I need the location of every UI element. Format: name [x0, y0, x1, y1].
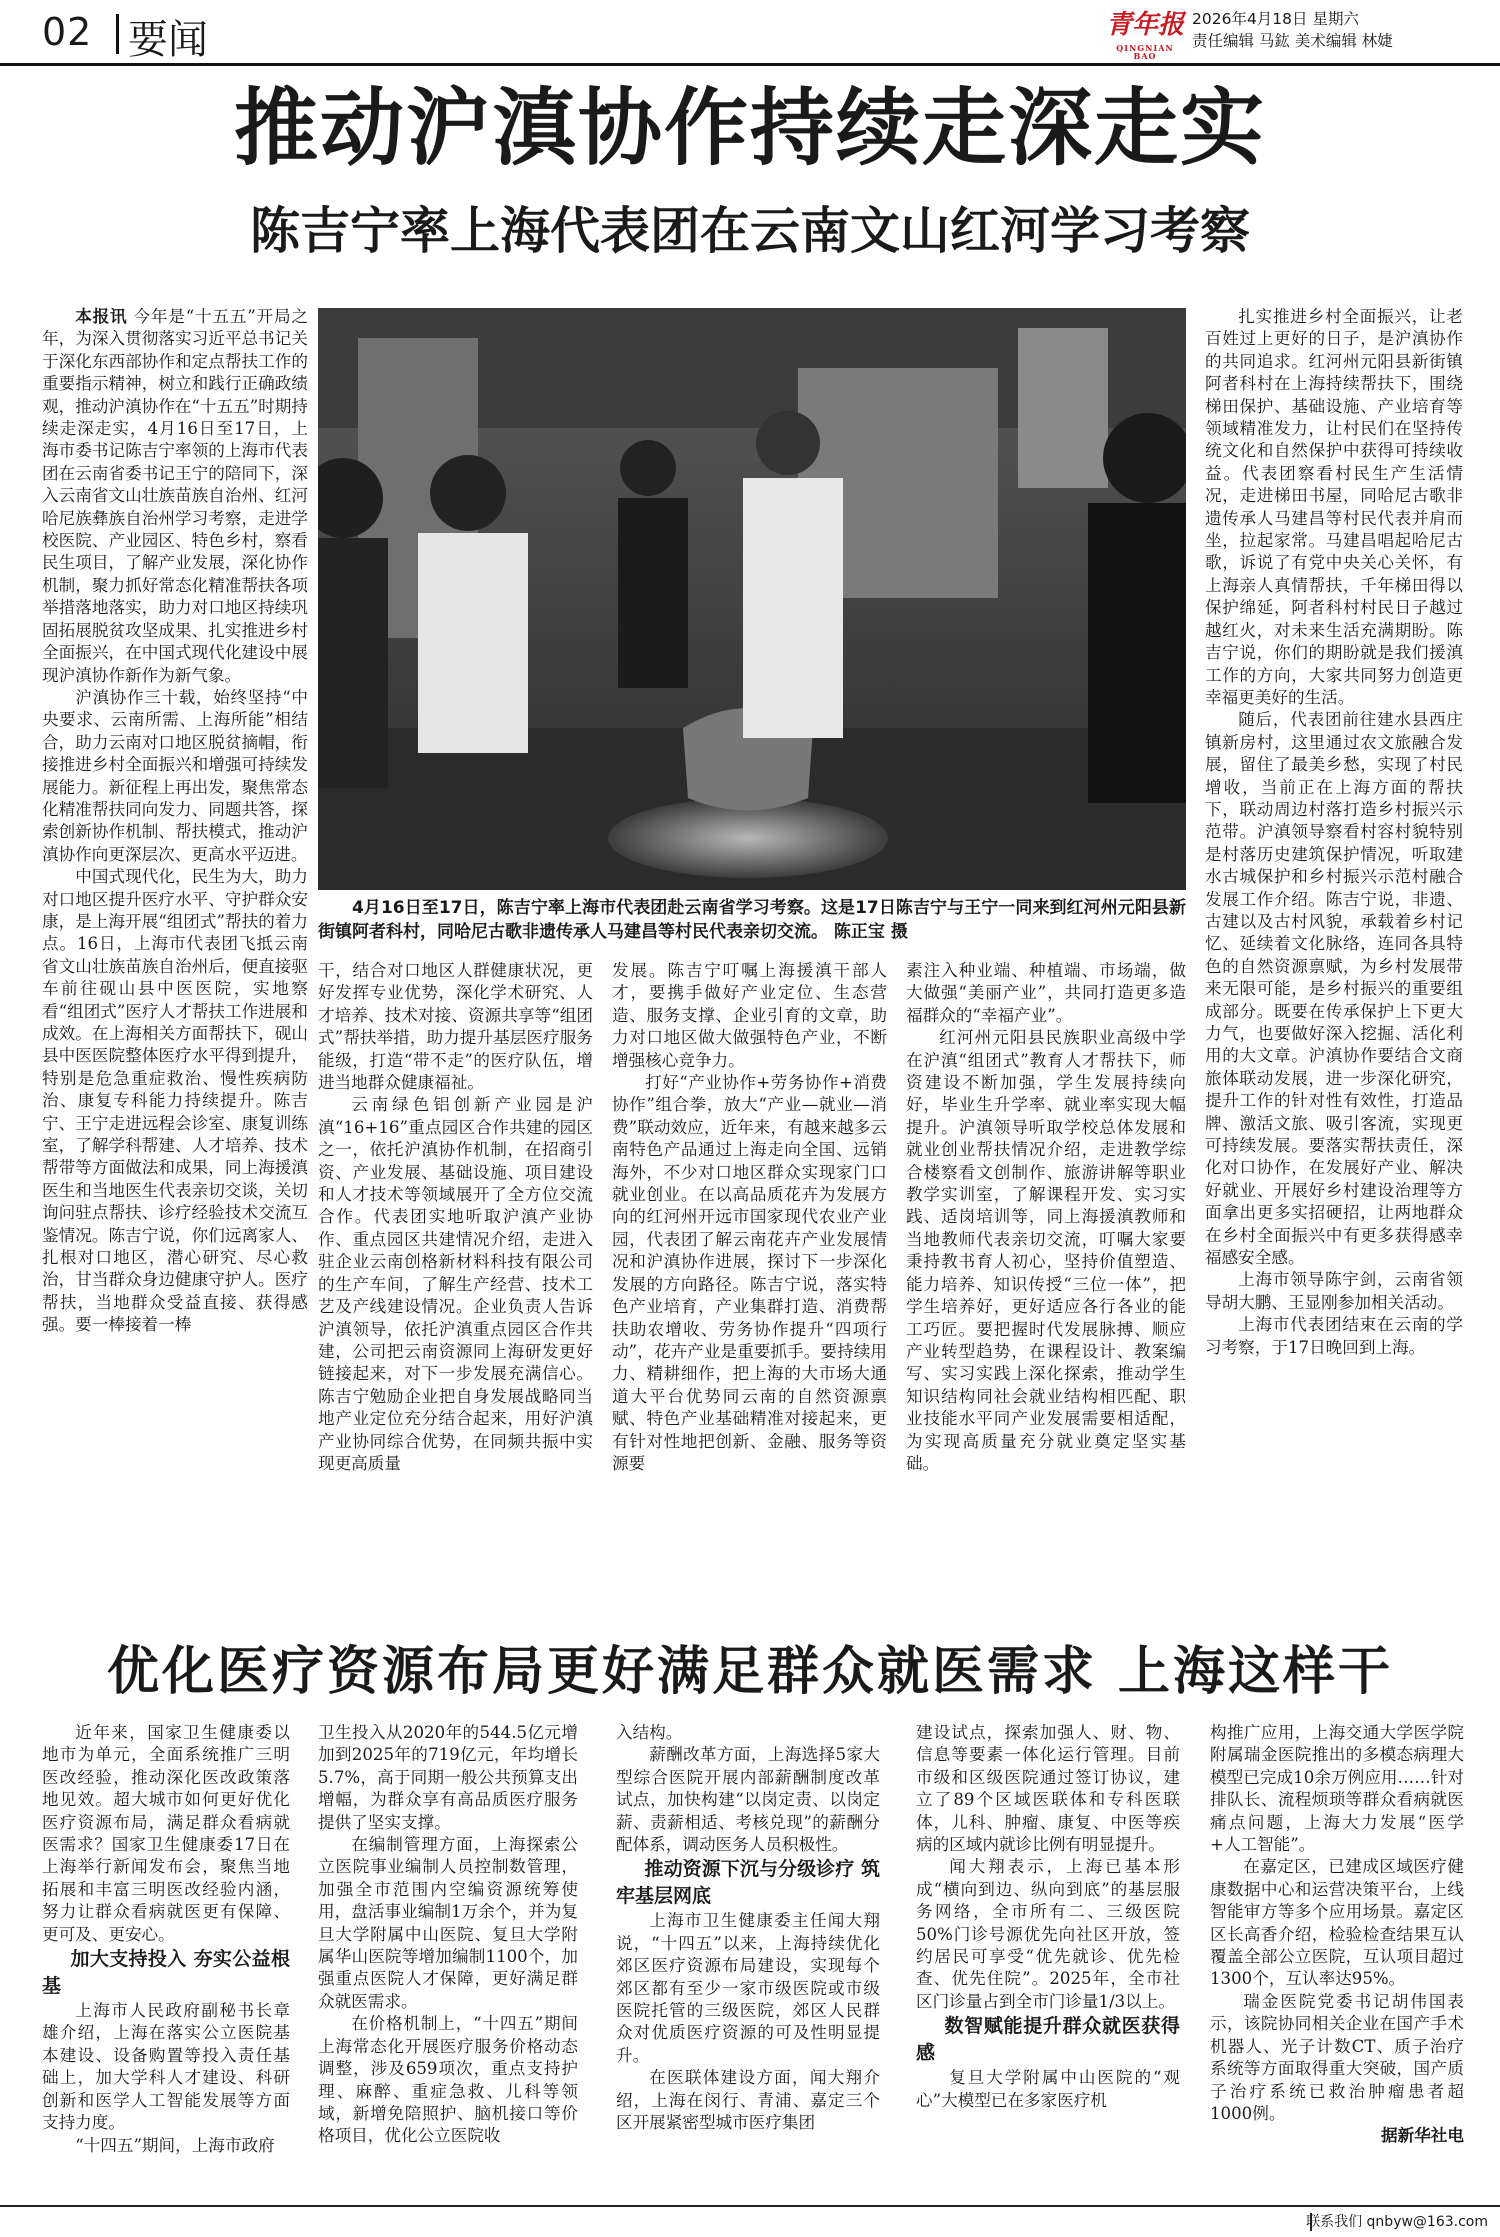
article2-col5: 构推广应用，上海交通大学医学院附属瑞金医院推出的多模态病理大模型已完成10余万例应用……针对排队长、流程烦琐等群众看病就医痛点问题，上海大力发展“医学+人工智能”。 在嘉定区，已建成区域医疗健康数据中心和运营决策平台，上线智能审方等多个应用场景。嘉定区区长高香介绍，检验检查结果互认覆盖全部公立医院，互认项目超过1300个，互认率达95%。 瑞金医院党委书记胡伟国表示，该院协同相关企业在国产手术机器人、光子计数CT、质子治疗系统等方面取得重大突破，国产质子治疗系统已救治肿瘤患者超1000例。 据新华社电: [1210, 1723, 1464, 2146]
subhead-digital: 数智赋能提升群众就医获得感: [916, 2015, 1180, 2065]
lead-tag: 本报讯: [75, 307, 128, 326]
article1-col2: 干，结合对口地区人群健康状况，更好发挥专业优势，深化学术研究、人才培养、技术对接、资源共享等“组团式”帮扶举措，助力提升基层医疗服务能级，打造“带不走”的医疗队伍，增进当地群众健康福祉。 云南绿色铝创新产业园是沪滇“16+16”重点园区合作共建的园区之一，依托沪滇协作机制，在招商引资、产业发展、基础设施、项目建设和人才技术等领域展开了全方位交流合作。代表团实地听取沪滇产业协作、重点园区共建情况介绍，走进入驻企业云南创格新材料科技有限公司的生产车间，了解生产经营、技术工艺及产线建设情况。企业负责人告诉沪滇领导，依托沪滇重点园区合作共建，公司把云南资源同上海研发更好链接起来，对下一步发展充满信心。陈吉宁勉励企业把自身发展战略同当地产业定位充分结合起来，用好沪滇产业协同综合优势，在同频共振中实现更高质量: [318, 961, 593, 1473]
article1-col1: 本报讯 今年是“十五五”开局之年，为深入贯彻落实习近平总书记关于深化东西部协作和定点帮扶工作的重要指示精神，树立和践行正确政绩观，推动沪滇协作在“十五五”时期持续走深走实，4月16日至17日，上海市委书记陈吉宁率领的上海市代表团在云南省委书记王宁的陪同下，深入云南省文山壮族苗族自治州、红河哈尼族彝族自治州学习考察，走进学校医院、产业园区、特色乡村，察看民生项目，了解产业发展，深化协作机制，聚力抓好常态化精准帮扶各项举措落地落实，助力对口地区持续巩固拓展脱贫攻坚成果、扎实推进乡村全面振兴，在中国式现代化建设中展现沪滇协作新作为新气象。 沪滇协作三十载，始终坚持“中央要求、云南所需、上海所能”相结合，助力云南对口地区脱贫摘帽，衔接推进乡村全面振兴和增强可持续发展能力。新征程上再出发，聚焦常态化精准帮扶同向发力、同题共答，探索创新协作机制、帮扶模式，推动沪滇协作向更深层次、更高水平迈进。 中国式现代化，民生为大，助力对口地区提升医疗水平、守护群众安康，是上海开展“组团式”帮扶的着力点。16日，上海市代表团飞抵云南省文山壮族苗族自治州后，便直接驱车前往砚山县中医医院，实地察看“组团式”医疗人才帮扶工作进展和成效。在上海相关方面帮扶下，砚山县中医医院整体医疗水平得到提升，特别是危急重症救治、慢性疾病防治、康复专科能力持续提升。陈吉宁、王宁走进远程会诊室、康复训练室，了解学科帮建、人才培养、技术帮带等方面做法和成果，同上海援滇医生和当地医生代表亲切交谈，关切询问驻点帮扶、诊疗经验技术交流互鉴情况。陈吉宁说，你们远离家人、扎根对口地区，潜心研究、尽心救治，甘当群众身边健康守护人。医疗帮扶，当地群众受益直接、获得感强。要一棒接着一棒: [42, 307, 308, 1335]
page-number: 02: [42, 10, 93, 54]
header-divider: [116, 14, 119, 54]
page-header: [0, 0, 1500, 66]
second-headline: 优化医疗资源布局更好满足群众就医需求 上海这样干: [106, 1642, 1394, 1702]
main-headline: 推动沪滇协作持续走深走实: [233, 79, 1266, 177]
editor-credits: 责任编辑 马鈜 美术编辑 林婕: [1192, 32, 1393, 50]
article2-col2: 卫生投入从2020年的544.5亿元增加到2025年的719亿元，年均增长5.7%，高于同期一般公共预算支出增幅，为群众享有高品质医疗服务提供了坚实支撑。 在编制管理方面，上海探索公立医院事业编制人员控制数管理，加强全市范围内空编资源统筹使用，盘活事业编制1万余个，并为复旦大学附属中山医院、复旦大学附属华山医院等增加编制1100个，加强重点医院人才保障，更好满足群众就医需求。 在价格机制上，“十四五”期间上海常态化开展医疗服务价格动态调整，涉及659项次，重点支持护理、麻醉、重症急救、儿科等领域，新增免陪照护、脑机接口等价格项目，优化公立医院收: [318, 1723, 578, 2146]
news-photo: [318, 308, 1186, 890]
photo-caption: 4月16日至17日，陈吉宁率上海市代表团赴云南省学习考察。这是17日陈吉宁与王宁一同来到红河州元阳县新街镇阿者科村，同哈尼古歌非遗传承人马建昌等村民代表亲切交流。 陈正宝 摄: [318, 898, 1186, 942]
subhead-investment: 加大支持投入 夯实公益根基: [42, 1948, 290, 1998]
article1-col5: 扎实推进乡村全面振兴，让老百姓过上更好的日子，是沪滇协作的共同追求。红河州元阳县新街镇阿者科村在上海持续帮扶下，围绕梯田保护、基础设施、产业培育等领域精准发力，让村民们在坚持传统文化和自然保护中获得可持续收益。代表团察看村民生产生活情况，走进梯田书屋，同哈尼古歌非遗传承人马建昌等村民代表并肩而坐，拉起家常。马建昌唱起哈尼古歌，诉说了有党中央关心关怀，有上海亲人真情帮扶，千年梯田得以保护绵延，阿者科村村民日子越过越红火，对未来生活充满期盼。陈吉宁说，你们的期盼就是我们援滇工作的方向，大家共同努力创造更幸福更美好的生活。 随后，代表团前往建水县西庄镇新房村，这里通过农文旅融合发展，留住了最美乡愁，实现了村民增收，当前正在上海方面的帮扶下，联动周边村落打造乡村振兴示范带。沪滇领导察看村容村貌特别是村落历史建筑保护情况，听取建水古城保护和乡村振兴示范村融合发展工作介绍。陈吉宁说，非遗、古建以及古村风貌，承载着乡村记忆、延续着文化脉络，连同各具特色的自然资源禀赋，为乡村发展带来无限可能，是乡村振兴的重要组成部分。既要在传承保护上下更大力气，也要做好深入挖掘、活化利用的大文章。沪滇协作要结合文商旅体联动发展，进一步深化研究，提升工作的针对性有效性，打造品牌、激活文旅、吸引客流，实现更可持续发展。要落实帮扶责任，深化对口协作，在发展好产业、解决好就业、开展好乡村建设治理等方面拿出更多实招硬招，让两地群众在乡村全面振兴中有更多获得感幸福感安全感。 上海市领导陈宇剑，云南省领导胡大鹏、王显刚参加相关活动。 上海市代表团结束在云南的学习考察，于17日晚回到上海。: [1205, 307, 1463, 1357]
article2-col4: 建设试点，探索加强人、财、物、信息等要素一体化运行管理。目前市级和区级医院通过签订协议，建立了89个区域医联体和专科医联体，儿科、肿瘤、康复、中医等疾病的区域内就诊比例有明显提升。 闻大翔表示，上海已基本形成“横向到边、纵向到底”的基层服务网络，全市所有二、三级医院50%门诊号源优先向社区开放，签约居民可享受“优先就诊、优先检查、优先住院”。2025年，全市社区门诊量占到全市门诊量1/3以上。 数智赋能提升群众就医获得感 复旦大学附属中山医院的“观心”大模型已在多家医疗机: [916, 1723, 1180, 2110]
newspaper-logo: 青年报 QINGNIAN BAO: [1105, 10, 1184, 61]
section-name: 要闻: [128, 17, 208, 63]
article2-col3: 入结构。 薪酬改革方面，上海选择5家大型综合医院开展内部薪酬制度改革试点，加快构建“以岗定责、以岗定薪、责薪相适、考核兑现”的薪酬分配体系，调动医务人员积极性。 推动资源下沉与分级诊疗 筑牢基层网底 上海市卫生健康委主任闻大翔说，“十四五”以来，上海持续优化郊区医疗资源布局建设，实现每个郊区都有至少一家市级医院或市级医院托管的三级医院，郊区人民群众对优质医疗资源的可及性明显提升。 在医联体建设方面，闻大翔介绍，上海在闵行、青浦、嘉定三个区开展紧密型城市医疗集团: [616, 1723, 880, 2133]
sub-headline: 陈吉宁率上海代表团在云南文山红河学习考察: [250, 202, 1250, 260]
issue-info: [1192, 8, 1393, 52]
contact-email: 联系我们 qnbyw@163.com: [1306, 2214, 1488, 2230]
subhead-resources: 推动资源下沉与分级诊疗 筑牢基层网底: [616, 1858, 880, 1908]
page-footer: [0, 2205, 1500, 2237]
issue-date: 2026年4月18日 星期六: [1192, 10, 1359, 28]
article1-col3: 发展。陈吉宁叮嘱上海援滇干部人才，要携手做好产业定位、生态营造、服务支撑、企业引育的文章，助力对口地区做大做强特色产业，不断增强核心竞争力。 打好“产业协作+劳务协作+消费协作”组合拳，放大“产业—就业—消费”联动效应，近年来，有越来越多云南特色产品通过上海走向全国、远销海外，不少对口地区群众实现家门口就业创业。在以高品质花卉为发展方向的红河州开远市国家现代农业产业园，代表团了解云南花卉产业发展情况和沪滇协作进展，探讨下一步深化发展的方向路径。陈吉宁说，落实特色产业培育，产业集群打造、消费帮扶助农增收、劳务协作提升“四项行动”，花卉产业是重要抓手。要持续用力、精耕细作，把上海的大市场大通道大平台优势同云南的自然资源禀赋、特色产业基础精准对接起来，更有针对性地把创新、金融、服务等资源要: [612, 961, 887, 1473]
article1-col4: 素注入种业端、种植端、市场端，做大做强“美丽产业”，共同打造更多造福群众的“幸福产业”。 红河州元阳县民族职业高级中学在沪滇“组团式”教育人才帮扶下，师资建设不断加强，学生发展持续向好，毕业生升学率、就业率实现大幅提升。沪滇领导听取学校总体发展和就业创业帮扶情况介绍，走进教学综合楼察看文创制作、旅游讲解等职业教学实训室，了解课程开发、实习实践、适岗培训等，同上海援滇教师和当地教师代表亲切交流，叮嘱大家要秉持教书育人初心，坚持价值塑造、能力培养、知识传授“三位一体”，把学生培养好，更好适应各行各业的能工巧匠。要把握时代发展脉搏、顺应产业转型趋势，在课程设计、教案编写、实习实践上深化探索，推动学生知识结构同社会就业结构相匹配、职业技能水平同产业发展需要相适配，为实现高质量充分就业奠定坚实基础。: [906, 961, 1186, 1473]
village-meeting-photo: [318, 308, 1186, 890]
source-credit: 据新华社电: [1381, 2126, 1464, 2146]
article2-col1: 近年来，国家卫生健康委以地市为单元，全面系统推广三明医改经验，推动深化医改政策落地见效。超大城市如何更好优化医疗资源布局，满足群众看病就医需求？国家卫生健康委17日在上海举行新闻发布会，聚焦当地拓展和丰富三明医改经验内涵，努力让群众看病就医更有保障、更可及、更安心。 加大支持投入 夯实公益根基 上海市人民政府副秘书长章雄介绍，上海在落实公立医院基本建设、设备购置等投入责任基础上，加大学科人才建设、科研创新和医学人工智能发展等方面支持力度。 “十四五”期间，上海市政府: [42, 1723, 290, 2155]
